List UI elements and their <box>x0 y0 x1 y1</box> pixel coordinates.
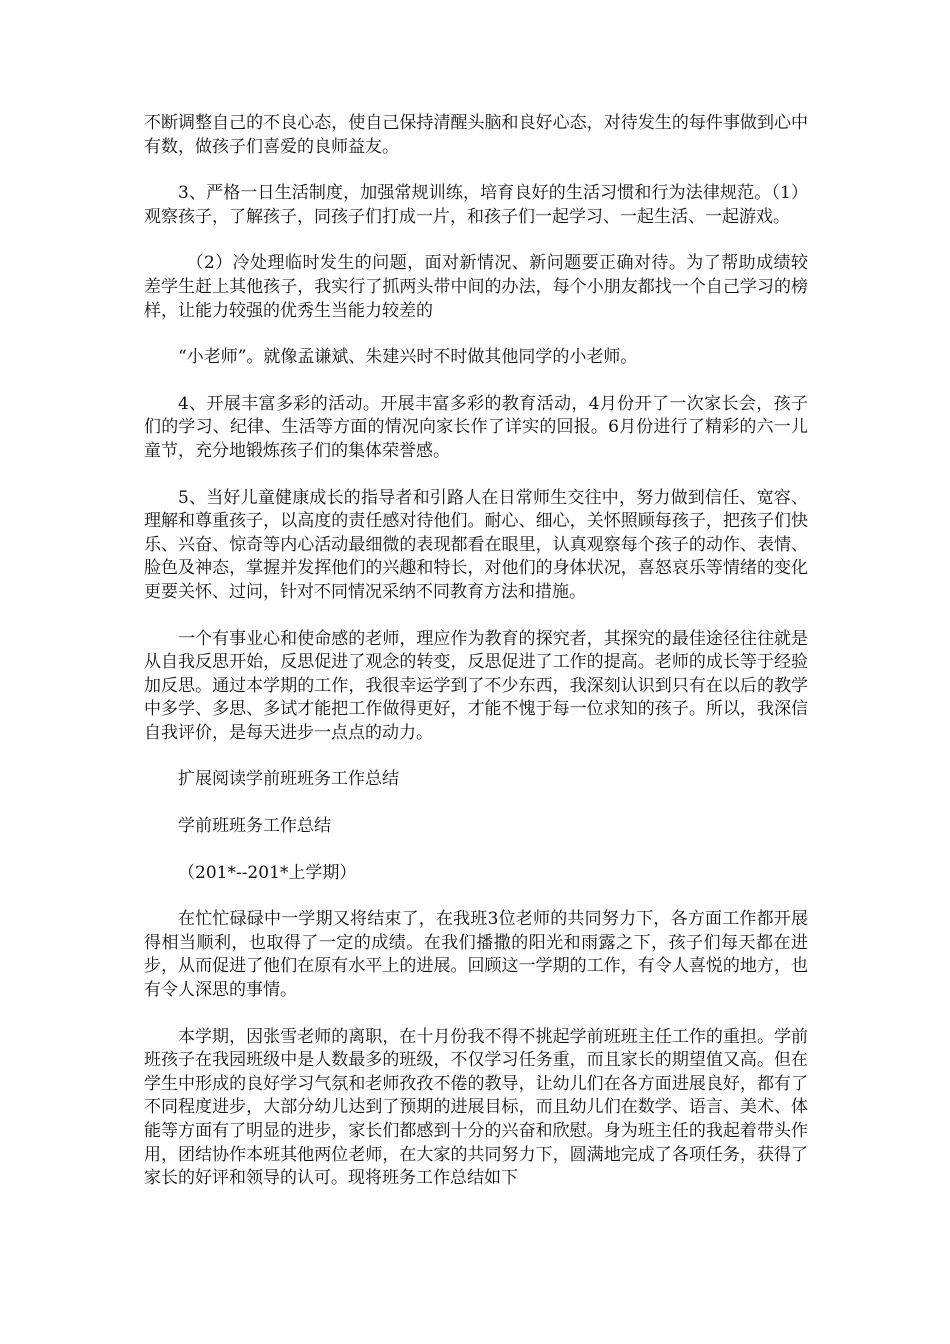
paragraph-item-3-2: （2）冷处理临时发生的问题，面对新情况、新问题要正确对待。为了帮助成绩较差学生赶上其他孩子，我实行了抓两头带中间的办法，每个小朋友都找一个自己学习的榜样，让能力较强的优秀生当能力较差的 <box>144 253 808 321</box>
paragraph-item-3: 3、严格一日生活制度，加强常规训练，培育良好的生活习惯和行为法律规范。（1）观察孩子，了解孩子，同孩子们打成一片，和孩子们一起学习、一起生活、一起游戏。 <box>144 183 808 227</box>
document-body <box>144 112 808 1214</box>
paragraph-this-semester: 本学期，因张雪老师的离职，在十月份我不得不挑起学前班班主任工作的重担。学前班孩子在我园班级中是人数最多的班级，不仅学习任务重，而且家长的期望值又高。但在学生中形成的良好学习气氛和老师孜孜不倦的教导，让幼儿们在各方面进展良好，都有了不同程度进步，大部分幼儿达到了预期的进展目标，而且幼儿们在数学、语言、美术、体能等方面有了明显的进步，家长们都感到十分的兴奋和欣慰。身为班主任的我起着带头作用，团结协作本班其他两位老师，在大家的共同努力下，圆满地完成了各项任务，获得了家长的好评和领导的认可。现将班务工作总结如下 <box>144 1026 808 1189</box>
paragraph-reflection: 一个有事业心和使命感的老师，理应作为教育的探究者，其探究的最佳途径往往就是从自我反思开始，反思促进了观念的转变，反思促进了工作的提高。老师的成长等于经验加反思。通过本学期的工作，我很幸运学到了不少东西，我深刻认识到只有在以后的教学中多学、多思、多试才能把工作做得更好，才能不愧于每一位求知的孩子。所以，我深信自我评价，是每天进步一点点的动力。 <box>144 628 808 743</box>
paragraph-intro: 在忙忙碌碌中一学期又将结束了，在我班3位老师的共同努力下，各方面工作都开展得相当顺利，也取得了一定的成绩。在我们播撒的阳光和雨露之下，孩子们每天都在进步，从而促进了他们在原有水平上的进展。回顾这一学期的工作，有令人喜悦的地方，也有令人深思的事情。 <box>144 909 808 1001</box>
paragraph-continuation: 不断调整自己的不良心态，使自己保持清醒头脑和良好心态，对待发生的每件事做到心中有数，做孩子们喜爱的良师益友。 <box>144 113 808 157</box>
paragraph-little-teacher: “小老师”。就像孟谦斌、朱建兴时不时做其他同学的小老师。 <box>178 347 638 368</box>
extended-reading-heading: 扩展阅读学前班班务工作总结 <box>178 769 399 790</box>
paragraph-item-4: 4、开展丰富多彩的活动。开展丰富多彩的教育活动，4月份开了一次家长会，孩子们的学习、纪律、生活等方面的情况向家长作了详实的回报。6月份进行了精彩的六一儿童节，充分地锻炼孩子们的集体荣誉感。 <box>144 393 808 461</box>
paragraph-item-5: 5、当好儿童健康成长的指导者和引路人在日常师生交往中，努力做到信任、宽容、理解和尊重孩子，以高度的责任感对待他们。耐心、细心，关怀照顾每孩子，把孩子们快乐、兴奋、惊奇等内心活动最细微的表现都看在眼里，认真观察每个孩子的动作、表情、脸色及神态，掌握并发挥他们的兴趣和特长，对他们的身体状况，喜怒哀乐等情绪的变化更要关怀、过问，针对不同情况采纳不同教育方法和措施。 <box>144 487 808 602</box>
section-title: 学前班班务工作总结 <box>178 816 331 837</box>
semester-label: （201*--201*上学期） <box>178 862 357 883</box>
